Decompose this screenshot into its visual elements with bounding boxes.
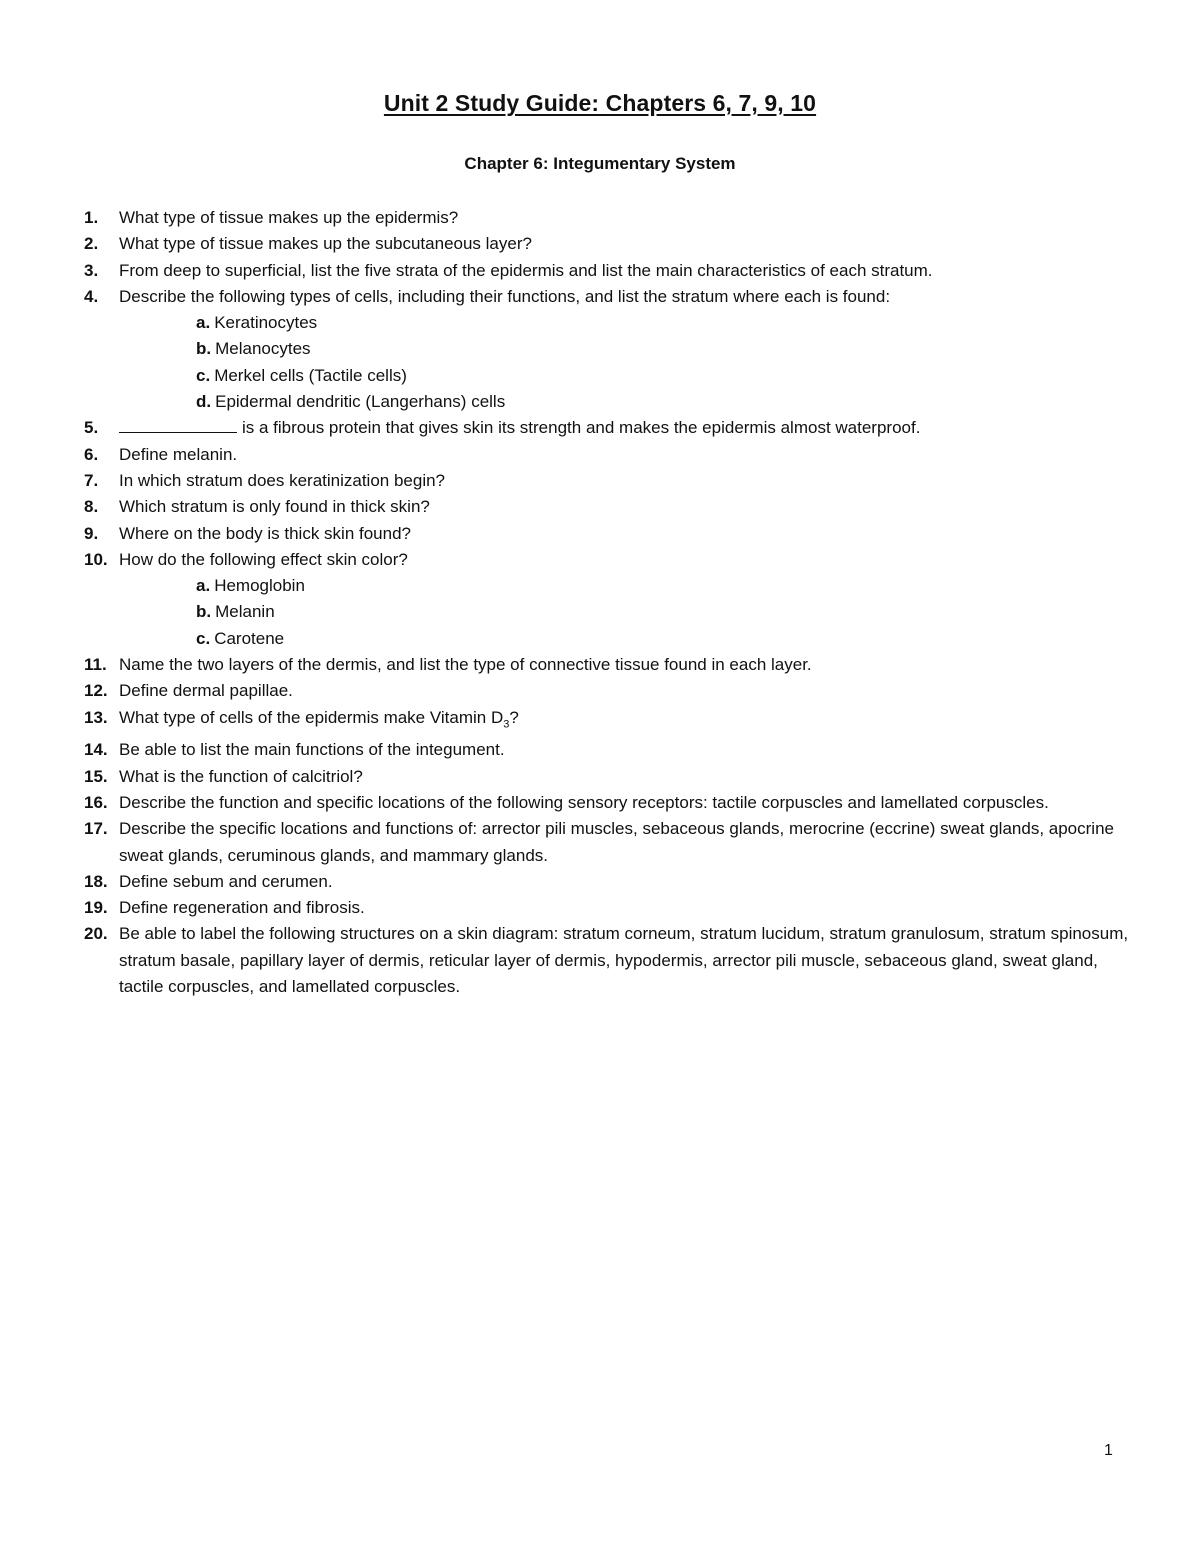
sub-item-text: Melanocytes [215, 339, 311, 359]
subscript: 3 [503, 718, 510, 731]
question-number: 17. [84, 819, 108, 839]
question-number: 19. [84, 898, 108, 918]
question-number: 15. [84, 766, 108, 786]
question-16 [72, 790, 1132, 816]
sub-item-text: Merkel cells (Tactile cells) [214, 365, 407, 385]
sub-item-text: Keratinocytes [214, 313, 318, 333]
question-number: 13. [84, 707, 108, 727]
question-text: is a fibrous protein that gives skin its strength and makes the epidermis almost waterproof. [242, 418, 921, 438]
question-number: 1. [84, 208, 99, 227]
question-text: How do the following effect skin color? [119, 549, 408, 569]
sub-item-4a [72, 310, 1132, 336]
sub-item-10a [72, 573, 1132, 599]
question-text: In which stratum does keratinization begin? [119, 470, 446, 490]
question-1 [72, 205, 1132, 231]
sub-item-letter: d. [196, 392, 212, 412]
question-10 [72, 547, 1132, 573]
page-number: 1 [1104, 1442, 1113, 1459]
question-19 [72, 895, 1132, 921]
question-18 [72, 869, 1132, 895]
question-text: Describe the specific locations and functions of: arrector pili muscles, sebaceous glands, merocrine (eccrine) sweat glands, apocrine sweat glands, ceruminous glands, and mammary glands. [119, 819, 1114, 865]
question-number: 14. [84, 740, 108, 760]
question-text: What is the function of calcitriol? [119, 766, 363, 786]
question-suffix: ? [509, 707, 519, 727]
sub-item-10c [72, 626, 1132, 652]
question-number: 2. [84, 234, 99, 254]
question-number: 3. [84, 260, 99, 280]
question-text: Name the two layers of the dermis, and list the type of connective tissue found in each layer. [119, 655, 812, 675]
question-number: 20. [84, 924, 108, 944]
question-number: 12. [84, 681, 108, 701]
sub-item-letter: a. [196, 313, 211, 333]
question-3 [72, 258, 1132, 284]
question-text: Be able to list the main functions of the integument. [119, 740, 505, 760]
question-17 [72, 816, 1132, 869]
question-number: 4. [84, 286, 99, 306]
question-text: Define sebum and cerumen. [119, 871, 333, 891]
question-text: What type of tissue makes up the epidermis? [119, 208, 459, 227]
question-9 [72, 521, 1132, 547]
question-6 [72, 442, 1132, 468]
chapter-heading: Chapter 6: Integumentary System [464, 154, 736, 173]
question-14 [72, 737, 1132, 763]
question-number: 18. [84, 871, 108, 891]
question-20 [72, 921, 1132, 1000]
question-number: 7. [84, 470, 99, 490]
sub-item-4c [72, 363, 1132, 389]
question-12 [72, 678, 1132, 704]
question-number: 10. [84, 549, 108, 569]
sub-item-text: Carotene [214, 628, 285, 648]
question-text: Describe the following types of cells, including their functions, and list the stratum where each is found: [119, 286, 891, 306]
question-text: Be able to label the following structures on a skin diagram: stratum corneum, stratum lucidum, stratum granulosum, stratum spinosum, stratum basale, papillary layer of dermis, reticular layer of dermis, hypodermis, arrector pili muscle, sebaceous gland, sweat gland, tactile corpuscles, and lamellated corpuscles. [119, 924, 1129, 996]
question-number: 5. [84, 418, 99, 438]
fill-in-blank [119, 417, 237, 433]
document-title: Unit 2 Study Guide: Chapters 6, 7, 9, 10 [383, 90, 817, 116]
question-list [72, 205, 1132, 1000]
question-number: 11. [84, 655, 107, 675]
question-8 [72, 494, 1132, 520]
question-text: What type of cells of the epidermis make Vitamin D [119, 707, 504, 727]
sub-item-letter: a. [196, 576, 211, 596]
sub-item-10b [72, 599, 1132, 625]
question-13 [72, 705, 1132, 738]
question-text: From deep to superficial, list the five strata of the epidermis and list the main characteristics of each stratum. [119, 260, 933, 280]
question-text: Define regeneration and fibrosis. [119, 898, 365, 918]
question-4 [72, 284, 1132, 310]
sub-item-text: Melanin [215, 602, 275, 622]
question-text: Describe the function and specific locations of the following sensory receptors: tactile corpuscles and lamellated corpuscles. [119, 792, 1049, 812]
question-number: 6. [84, 444, 99, 464]
question-15 [72, 764, 1132, 790]
question-text: Which stratum is only found in thick skin? [119, 497, 430, 517]
question-7 [72, 468, 1132, 494]
question-number: 9. [84, 523, 99, 543]
sub-item-text: Hemoglobin [214, 576, 305, 596]
question-text: What type of tissue makes up the subcutaneous layer? [119, 234, 532, 254]
question-text: Define dermal papillae. [119, 681, 293, 701]
sub-item-4b [72, 336, 1132, 362]
question-text: Where on the body is thick skin found? [119, 523, 411, 543]
question-text: Define melanin. [119, 444, 238, 464]
question-5 [72, 415, 1132, 441]
sub-item-letter: c. [196, 628, 211, 648]
sub-item-letter: c. [196, 365, 211, 385]
question-2 [72, 231, 1132, 257]
question-number: 8. [84, 497, 99, 517]
sub-item-letter: b. [196, 339, 212, 359]
sub-item-letter: b. [196, 602, 212, 622]
question-11 [72, 652, 1132, 678]
sub-item-text: Epidermal dendritic (Langerhans) cells [215, 392, 506, 412]
question-number: 16. [84, 792, 108, 812]
sub-item-4d [72, 389, 1132, 415]
